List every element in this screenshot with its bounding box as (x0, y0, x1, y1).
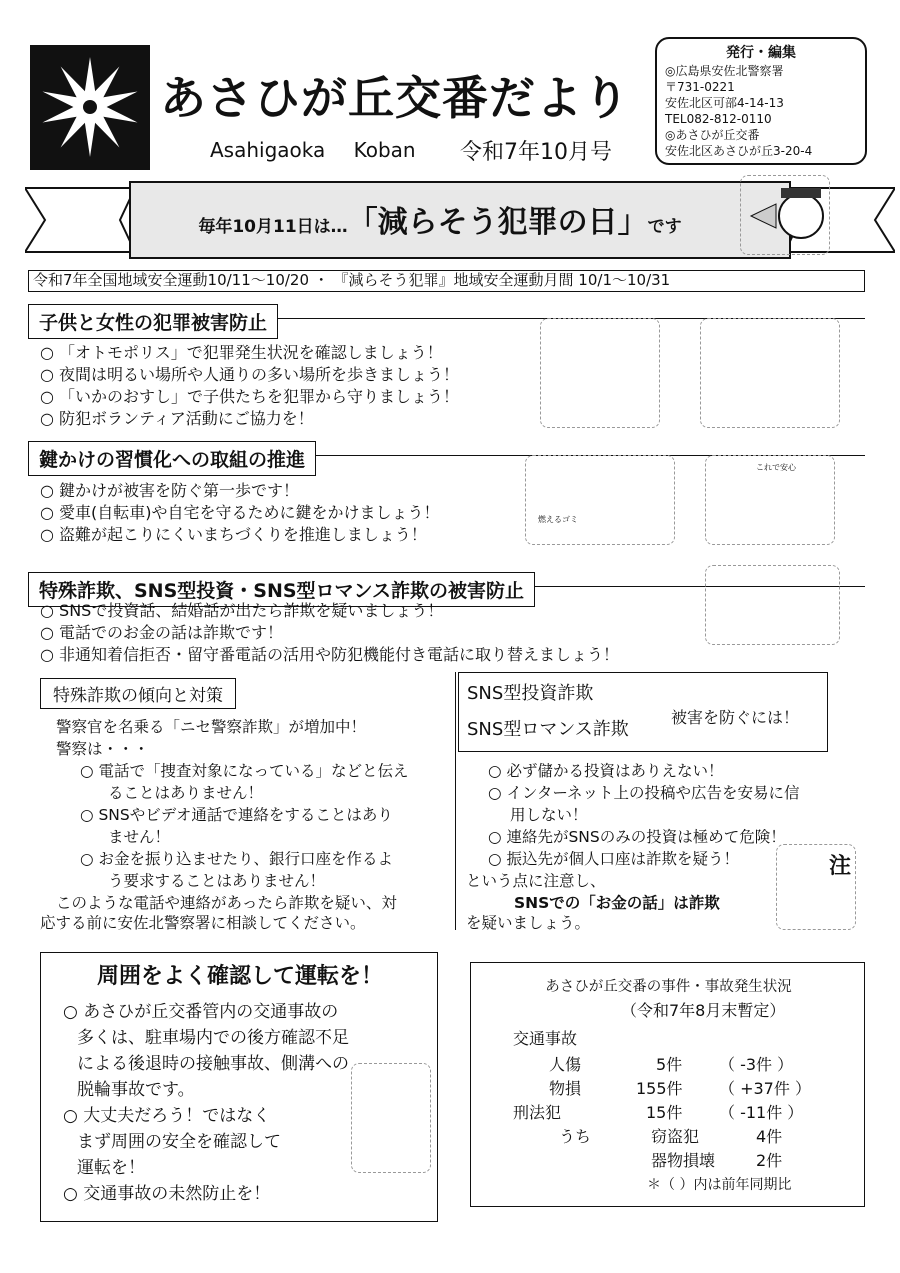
sns-title-investment: SNS型投資詐欺 (467, 683, 594, 704)
phone-scam-illustration (705, 565, 840, 645)
banner-text (150, 197, 730, 241)
list-item: ○ 「オトモポリス」で犯罪発生状況を確認しましょう！ (40, 343, 443, 362)
campaign-band: 令和7年全国地域安全運動10/11～10/20 ・ 『減らそう犯罪』地域安全運動月間 10/1～10/31 (28, 270, 865, 292)
stats-title: あさひが丘交番の事件・事故発生状況 (545, 979, 792, 995)
issue-label: 令和7年10月号 (460, 140, 612, 165)
mascot-warning-illustration (776, 844, 856, 930)
emblem-star-icon (30, 45, 150, 170)
traffic-safety-box (40, 952, 438, 1222)
police-emblem-logo (30, 45, 150, 170)
stats-property-label: 物損 (549, 1079, 582, 1098)
traffic-line: 多くは、駐車場内での後方確認不足 (77, 1028, 349, 1048)
stats-criminal-diff: （ -11件 ） (719, 1103, 804, 1122)
publisher-line: TEL082-812-0110 (665, 112, 772, 126)
sns-note: を疑いましょう。 (466, 914, 591, 932)
section3-list (40, 600, 619, 666)
sns-line: ○ 振込先が個人口座は詐欺を疑う！ (488, 850, 739, 868)
sns-title-romance: SNS型ロマンス詐欺 (467, 719, 629, 740)
sns-note: という点に注意し、 (466, 872, 606, 890)
banner-suffix: です (647, 217, 682, 237)
fraud-line: ○ お金を振り込ませたり、銀行口座を作るよ (80, 850, 393, 868)
section2-list (40, 480, 440, 546)
sns-line: 用しない！ (510, 806, 588, 824)
fraud-line: ません！ (108, 828, 171, 846)
fraud-line: ○ SNSやビデオ通話で連絡をすることはあり (80, 806, 393, 824)
traffic-line: まず周囲の安全を確認して (77, 1132, 281, 1152)
publisher-line: 安佐北区可部4-14-13 (665, 96, 784, 110)
traffic-line: ○ 大丈夫だろう！ではなく (63, 1106, 271, 1126)
stats-injury-value: 5件 (656, 1055, 683, 1074)
stats-criminal-label: 刑法犯 (513, 1103, 562, 1122)
sns-line: ○ 連絡先がSNSのみの投資は極めて危険！ (488, 828, 786, 846)
stats-subtitle: （令和7年8月末暫定） (621, 1001, 786, 1020)
publisher-line: 〒731-0221 (665, 80, 735, 94)
section3-title: 特殊詐欺、SNS型投資・SNS型ロマンス詐欺の被害防止 (28, 572, 535, 607)
stats-theft-label: 窃盗犯 (651, 1127, 700, 1146)
sns-note-bold: SNSでの「お金の話」は詐欺 (514, 894, 720, 912)
list-item: ○ 鍵かけが被害を防ぐ第一歩です！ (40, 481, 300, 500)
list-item: ○ 愛車(自転車)や自宅を守るために鍵をかけましょう！ (40, 503, 440, 522)
sns-fraud-panel (458, 672, 868, 934)
family-group-illustration (700, 318, 840, 428)
traffic-line: 運転を！ (77, 1158, 145, 1178)
woman-child-illustration (540, 318, 660, 428)
traffic-line: による後退時の接触事故、側溝への (77, 1054, 349, 1074)
fraud-trends-title: 特殊詐欺の傾向と対策 (40, 678, 236, 709)
publisher-box (655, 37, 867, 165)
warning-badge: 注 (828, 854, 851, 879)
list-item: ○ 夜間は明るい場所や人通りの多い場所を歩きましょう！ (40, 365, 460, 384)
publisher-line: ◎広島県安佐北警察署 (665, 64, 784, 78)
fraud-line: 応する前に安佐北警察署に相談してください。 (40, 914, 366, 932)
stats-of-which: うち (559, 1127, 592, 1146)
deer-mascot-illustration (351, 1063, 431, 1173)
traffic-line: 脱輪事故です。 (77, 1080, 195, 1100)
list-item: ○ 非通知着信拒否・留守番電話の活用や防犯機能付き電話に取り替えましょう！ (40, 645, 620, 664)
list-item: ○ 電話でのお金の話は詐欺です！ (40, 623, 284, 642)
list-item: ○ 防犯ボランティア活動にご協力を！ (40, 409, 314, 428)
publisher-heading: 発行・編集 (726, 45, 796, 61)
page-title: あさひが丘交番だより (160, 71, 630, 125)
fraud-line: ○ 電話で「捜査対象になっている」などと伝え (80, 762, 409, 780)
stats-criminal-value: 15件 (646, 1103, 683, 1122)
section2-title: 鍵かけの習慣化への取組の推進 (28, 441, 316, 476)
traffic-list (63, 999, 349, 1207)
traffic-line: ○ 交通事故の未然防止を！ (63, 1184, 271, 1204)
traffic-line: ○ あさひが丘交番管内の交通事故の (63, 1002, 339, 1022)
column-divider (455, 672, 456, 930)
fraud-line: このような電話や連絡があったら詐欺を疑い、対 (56, 894, 397, 912)
publisher-line: ◎あさひが丘交番 (665, 128, 760, 142)
list-item: ○ 「いかのおすし」で子供たちを犯罪から守りましょう！ (40, 387, 460, 406)
door-key-illustration (525, 455, 675, 545)
traffic-title: 周囲をよく確認して運転を！ (96, 964, 383, 989)
banner-prefix: 毎年10月11日は… (198, 217, 348, 237)
fraud-line: 警察は・・・ (56, 740, 150, 758)
stats-damage-label: 器物損壊 (651, 1151, 716, 1170)
stats-property-diff: （ +37件 ） (719, 1079, 811, 1098)
publisher-line: 安佐北区あさひが丘3-20-4 (665, 144, 813, 158)
stats-traffic-label: 交通事故 (513, 1029, 578, 1048)
section1-list (40, 342, 459, 430)
fraud-line: う要求することはありません！ (108, 872, 326, 890)
sns-line: ○ インターネット上の投稿や広告を安易に信 (488, 784, 800, 802)
stats-injury-diff: （ -3件 ） (719, 1055, 794, 1074)
list-item: ○ SNSで投資話、結婚話が出たら詐欺を疑いましょう！ (40, 601, 444, 620)
stats-injury-label: 人傷 (549, 1055, 582, 1074)
fraud-trends-panel (28, 672, 448, 930)
banner-main: 「減らそう犯罪の日」 (347, 205, 648, 240)
stats-property-value: 155件 (636, 1079, 683, 1098)
stats-theft-value: 4件 (756, 1127, 783, 1146)
garbage-bag-label: 燃えるゴミ (538, 515, 578, 524)
megaphone-icon (741, 176, 831, 256)
speech-bubble-label: これで安心 (756, 463, 796, 472)
romaji-title: Asahigaoka Koban (210, 138, 416, 162)
stats-damage-value: 2件 (756, 1151, 783, 1170)
section1-title: 子供と女性の犯罪被害防止 (28, 304, 278, 339)
stats-footnote: ＊（ ）内は前年同期比 (647, 1177, 792, 1193)
sns-line: ○ 必ず儲かる投資はありえない！ (488, 762, 724, 780)
sns-title-suffix: 被害を防ぐには！ (671, 708, 800, 727)
sns-title-box (458, 672, 828, 752)
mascot-megaphone-illustration (740, 175, 830, 255)
fraud-line: ることはありません！ (108, 784, 264, 802)
incident-stats-box (470, 962, 865, 1207)
list-item: ○ 盗難が起こりにくいまちづくりを推進しましょう！ (40, 525, 427, 544)
bicycle-lock-illustration (705, 455, 835, 545)
fraud-line: 警察官を名乗る「ニセ警察詐欺」が増加中！ (56, 718, 367, 736)
